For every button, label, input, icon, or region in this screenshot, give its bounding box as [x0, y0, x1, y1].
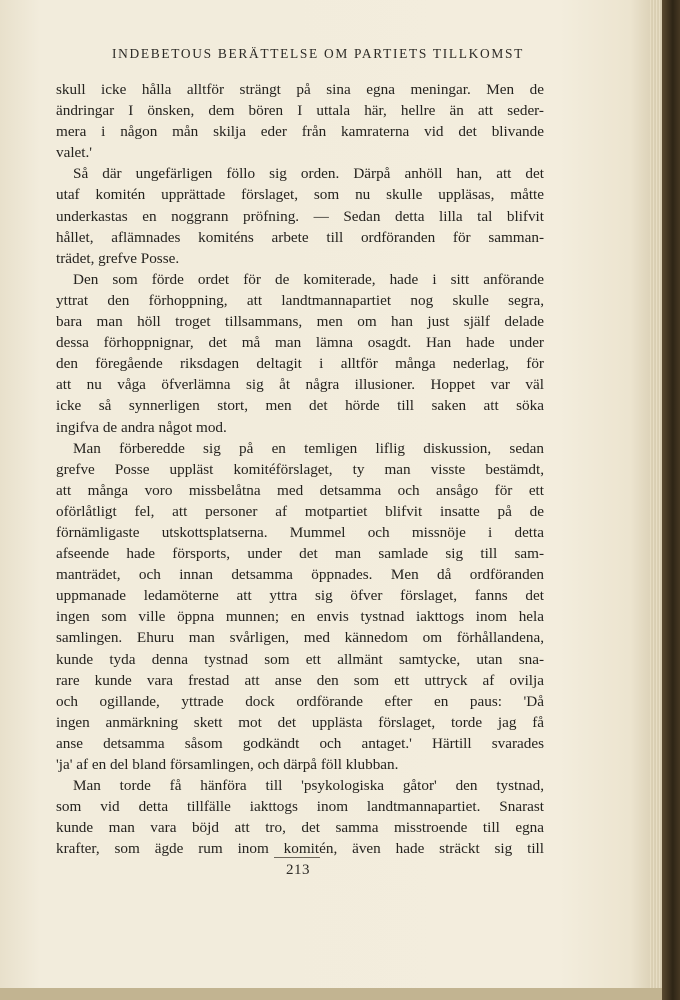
text-line: ingifva de andra något mod.: [56, 418, 227, 436]
text-line: uppmanade ledamöterne att yttra sig öfver förslaget, fanns det: [56, 587, 544, 605]
text-line: manträdet, och innan detsamma öppnades. Men då ordföranden: [56, 566, 544, 584]
page-number: 213: [286, 862, 310, 878]
text-line: Så där ungefärligen föllo sig orden. Därpå anhöll han, att det: [73, 165, 544, 183]
text-line: rare kunde vara frestad att anse den som ett uttryck af ovilja: [56, 671, 544, 689]
text-line: 'ja' af en del bland församlingen, och därpå föll klubban.: [56, 756, 399, 773]
text-line: mera i någon mån skilja eder från kamraterna vid det blivande: [56, 123, 544, 141]
body-text: [56, 79, 544, 859]
text-line: afseende hade försports, under det man samlade sig till sam-: [56, 545, 544, 563]
text-line: den föregående riksdagen deltagit i alltför många nederlag, för: [56, 355, 544, 373]
text-line: hållet, aflämnades komiténs arbete till ordföranden för samman-: [56, 228, 544, 246]
page-edges: [650, 0, 662, 1000]
text-line: att nu våga öfverlämna sig åt några illusioner. Hoppet var väl: [56, 376, 544, 394]
text-line: och ogillande, yttrade dock ordförande efter en paus: 'Då: [56, 692, 544, 710]
text-line: Man förberedde sig på en temligen liflig diskussion, sedan: [73, 439, 544, 457]
text-line: samlingen. Ehuru man svårligen, med kännedom om förhållandena,: [56, 629, 544, 647]
text-line: yttrat den förhoppning, att landtmannapartiet nog skulle segra,: [56, 291, 544, 309]
footer-rule: [274, 857, 320, 858]
text-line: Den som förde ordet för de komiterade, hade i sitt anförande: [73, 270, 544, 288]
text-line: oförlåtligt fel, att personer af motpartiet blifvit insatte på de: [56, 502, 544, 520]
text-line: förnämligaste utskottsplatserna. Mummel och missnöje i detta: [56, 523, 544, 541]
running-head: INDEBETOUS BERÄTTELSE OM PARTIETS TILLKOMST: [111, 46, 525, 61]
book-cover-edge: [662, 0, 680, 1000]
text-line: som vid detta tillfälle iakttogs inom landtmannapartiet. Snarast: [56, 798, 544, 816]
text-line: valet.': [56, 144, 93, 162]
text-line: anse detsamma såsom godkändt och antaget.' Härtill svarades: [56, 734, 544, 752]
text-line: kunde man vara böjd att tro, det samma misstroende till egna: [56, 819, 544, 837]
text-line: grefve Posse uppläst komitéförslaget, ty man visste bestämdt,: [56, 460, 544, 478]
text-line: krafter, som ägde rum inom komitén, även hade sträckt sig till: [56, 840, 544, 858]
text-line: ingen som ville öppna munnen; en envis tystnad iakttogs inom hela: [56, 608, 544, 626]
page-bottom-edge: [0, 988, 662, 1000]
text-line: skull icke hålla alltför strängt på sina egna meningar. Men de: [56, 81, 544, 98]
text-line: bara man höll troget tillsammans, men om han just själf delade: [56, 313, 544, 331]
text-line: dessa förhoppnignar, det må man lämna osagdt. Han hade under: [56, 334, 544, 352]
text-line: trädet, grefve Posse.: [56, 249, 180, 267]
text-line: kunde tyda denna tystnad som ett allmänt samtycke, utan sna-: [56, 650, 544, 668]
text-line: ändringar I önsken, dem bören I uttala här, hellre än att seder-: [56, 102, 544, 120]
text-line: att många voro missbelåtna med detsamma och ansågo för ett: [56, 481, 544, 499]
text-line: Man torde få hänföra till 'psykologiska gåtor' den tystnad,: [73, 777, 544, 795]
text-line: utaf komitén upprättade förslaget, som nu skulle uppläsas, måtte: [56, 186, 544, 204]
text-line: ingen anmärkning skett mot det upplästa förslaget, torde jag få: [56, 713, 544, 731]
text-line: underkastas en noggrann pröfning. — Sedan detta lilla tal blifvit: [56, 207, 544, 225]
text-line: icke så synnerligen stort, men det hörde till saken att söka: [56, 397, 544, 415]
